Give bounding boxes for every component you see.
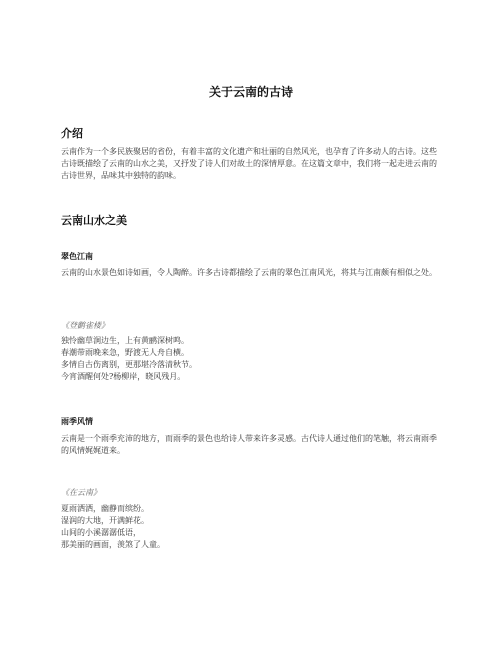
poem-line: 今宵酒醒何处?杨柳岸，晓风残月。 [61,372,186,381]
intro-heading: 介绍 [61,127,83,140]
poem-title-2: 《在云南》 [61,488,101,497]
poem-line: 多情自古伤离别，更那堪冷落清秋节。 [61,360,197,369]
poem-line: 湿润的大地，开满鲜花。 [61,516,149,525]
subsection-heading-green-south: 翠色江南 [61,252,93,261]
poem-line: 独怜幽草涧边生，上有黄鹂深树鸣。 [61,336,189,345]
poem-line: 春潮带雨晚来急，野渡无人舟自横。 [61,348,189,357]
poem-line: 夏雨洒洒，幽静而缤纷。 [61,504,149,513]
poem-1 [61,335,197,383]
poem-title-1: 《登鹳雀楼》 [61,321,109,330]
subsection-heading-rainy-season: 雨季风情 [61,417,93,426]
subsection-paragraph-green-south: 云南的山水景色如诗如画，令人陶醉。许多古诗都描绘了云南的翠色江南风光，将其与江南颇有相似之处。 [61,268,437,277]
subsection-paragraph-rainy-season: 云南是一个雨季充沛的地方，而雨季的景色也给诗人带来许多灵感。古代诗人通过他们的笔触，将云南雨季的风情娓娓道来。 [61,434,437,455]
intro-paragraph: 云南作为一个多民族聚居的省份，有着丰富的文化遗产和壮丽的自然风光，也孕育了许多动人的古诗。这些古诗既描绘了云南的山水之美，又抒发了诗人们对故土的深情厚意。在这篇文章中，我们将一起走进云南的古诗世界，品味其中独特的韵味。 [61,147,437,180]
poem-2 [61,503,165,551]
section-heading-landscape: 云南山水之美 [61,214,127,227]
poem-line: 山间的小溪潺潺低语， [61,528,141,537]
poem-line: 那美丽的画面，羡煞了人童。 [61,540,165,549]
document-title: 关于云南的古诗 [208,85,293,99]
